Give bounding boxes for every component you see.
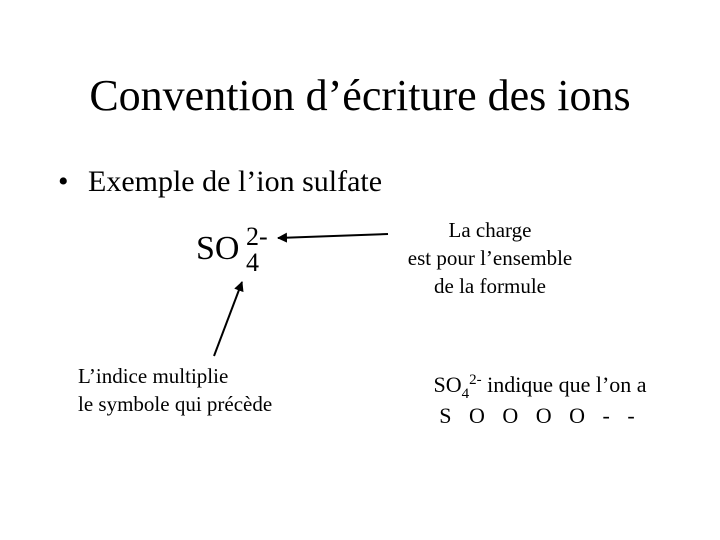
- formula-index: 4: [246, 248, 259, 277]
- formula-symbol: SO: [196, 230, 240, 267]
- bullet-text: Exemple de l’ion sulfate: [88, 165, 383, 198]
- explain-index: 4: [461, 386, 470, 402]
- bullet-icon: •: [58, 165, 69, 198]
- explain-charge: 2-: [469, 372, 482, 388]
- index-note-line: L’indice multiplie: [78, 364, 229, 388]
- charge-note-line: est pour l’ensemble: [407, 246, 573, 270]
- slide-title: Convention d’écriture des ions: [89, 71, 631, 120]
- index-note-line: le symbole qui précède: [78, 392, 273, 416]
- explain-atoms: S O O O O - -: [439, 403, 641, 428]
- index-arrow: [214, 282, 242, 356]
- charge-arrow: [278, 234, 388, 238]
- charge-note-line: La charge: [448, 218, 532, 242]
- explain-symbol: SO: [433, 372, 462, 397]
- explain-text: indique que l’on a: [481, 372, 647, 397]
- formula-charge: 2-: [246, 222, 268, 251]
- charge-note-line: de la formule: [434, 274, 546, 298]
